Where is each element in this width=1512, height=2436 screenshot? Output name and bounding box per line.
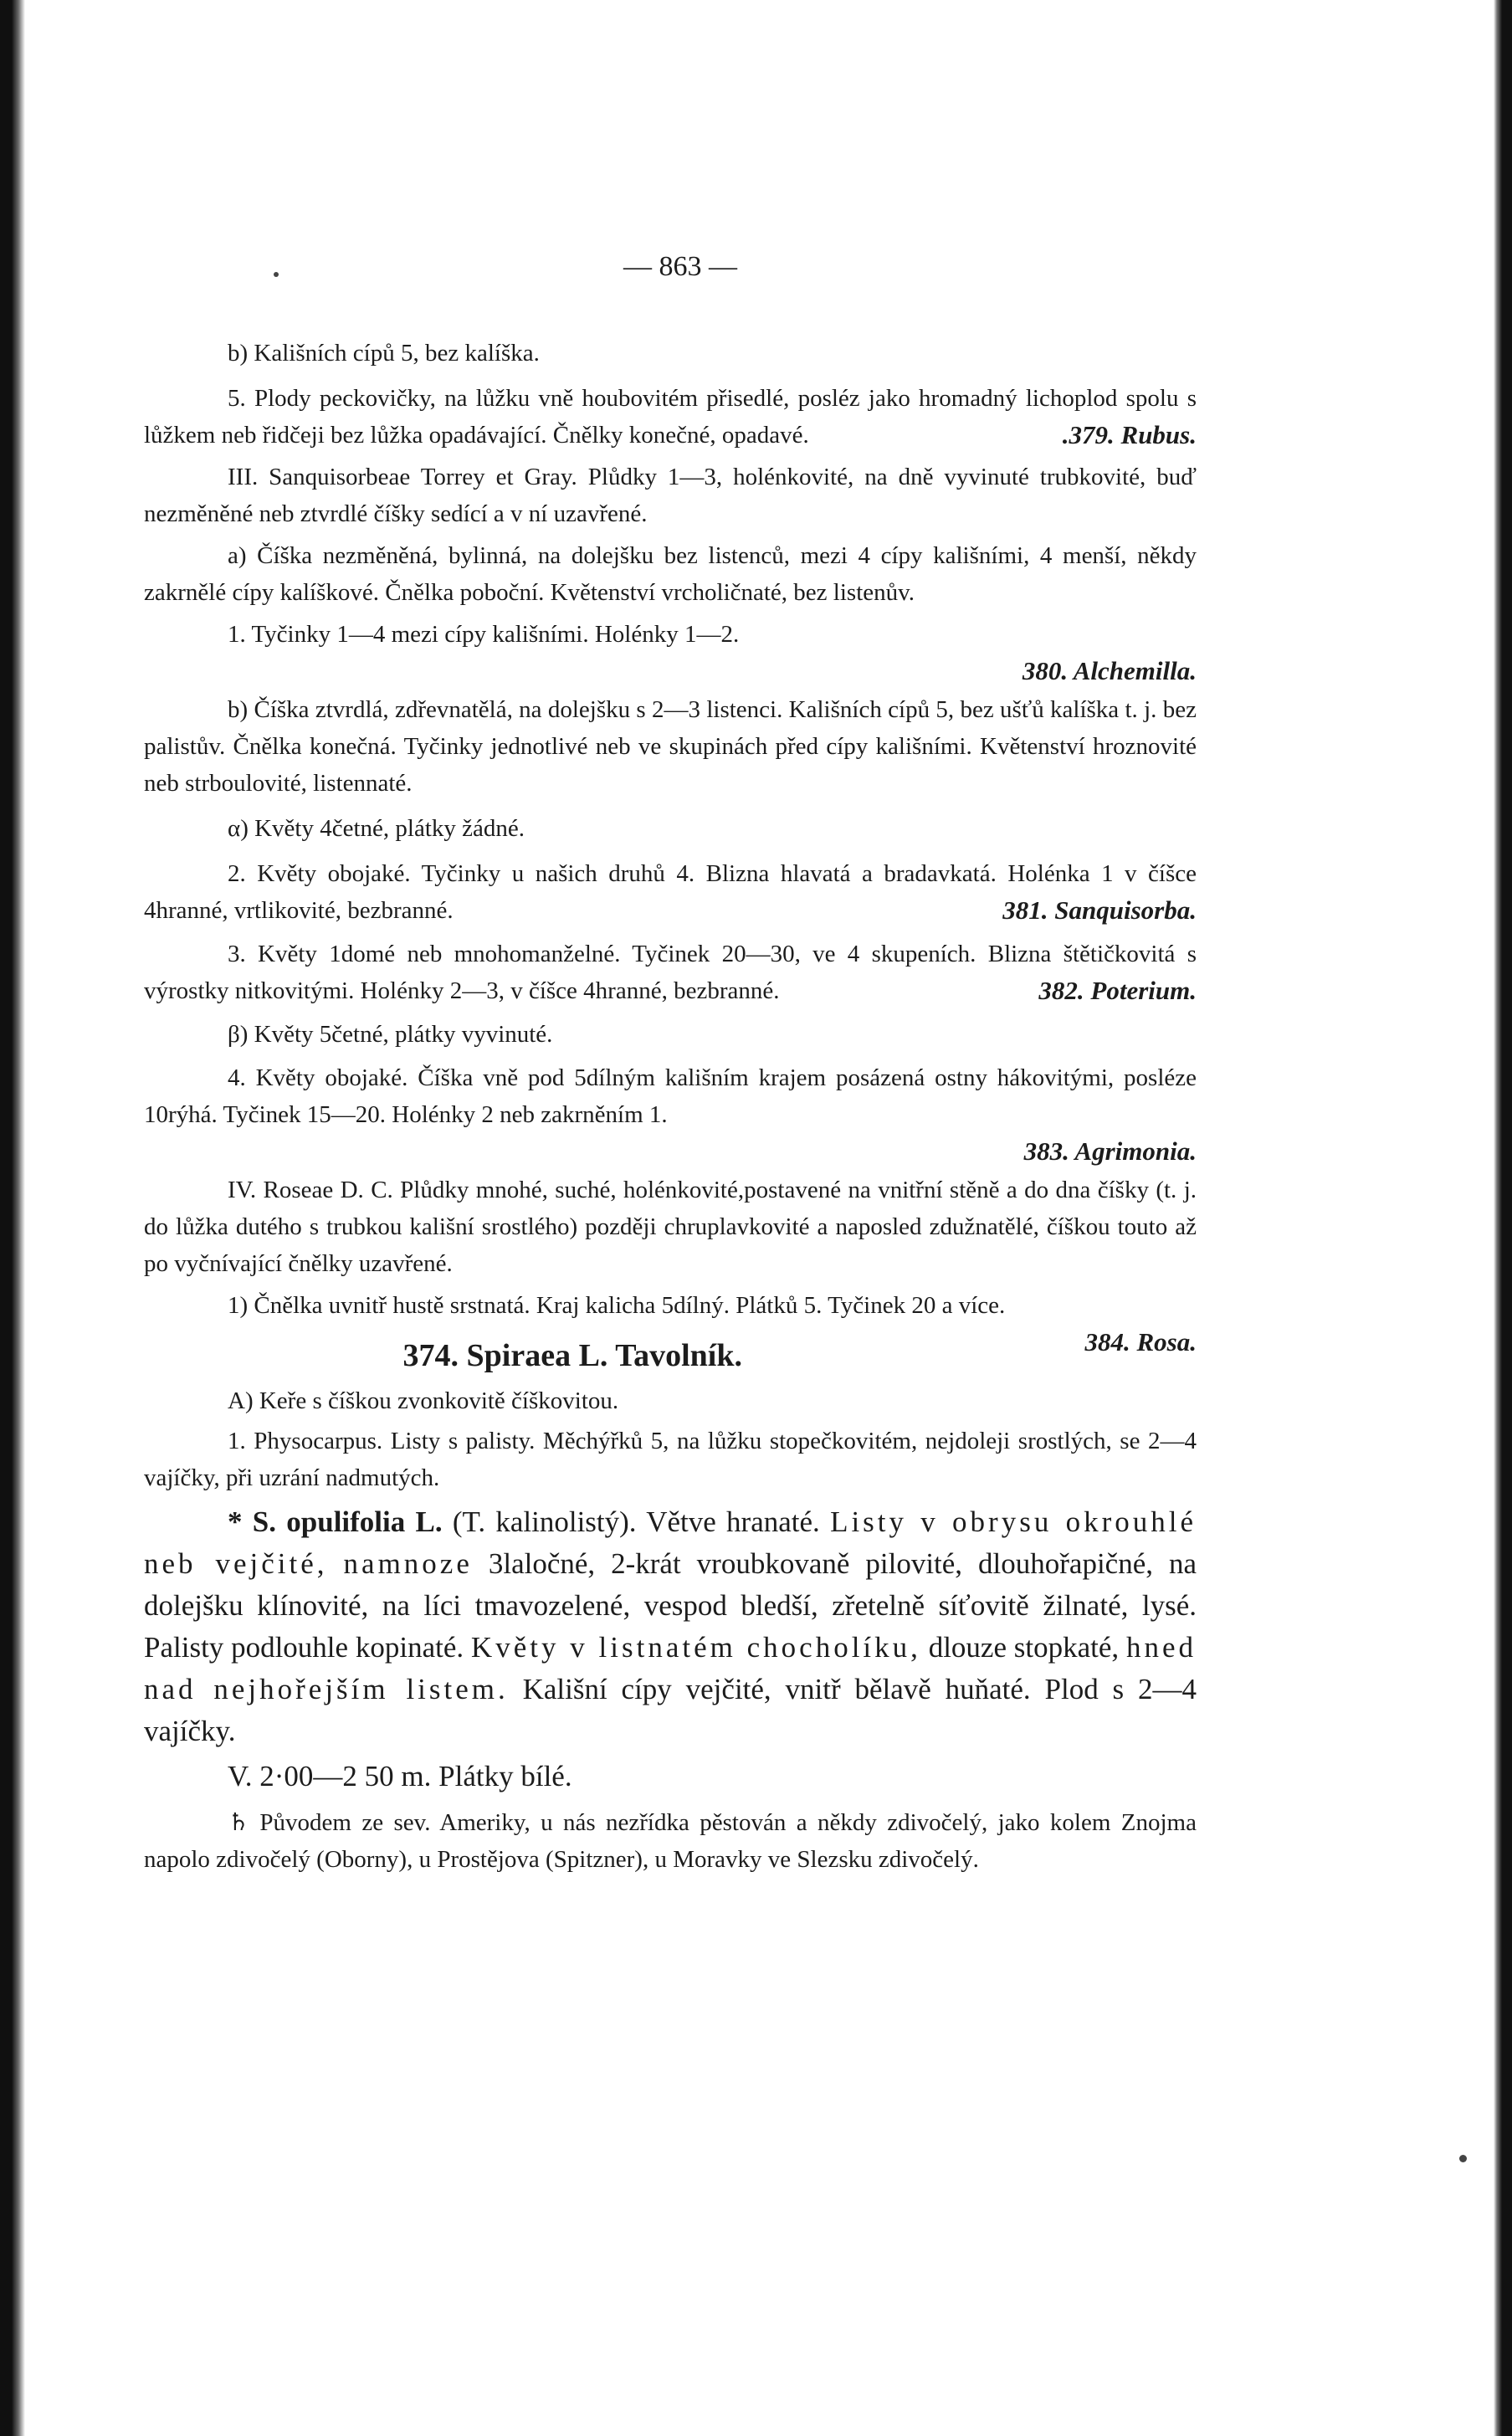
scan-speck xyxy=(1459,2155,1467,2162)
genus-383-agrimonia: 383. Agrimonia. xyxy=(1023,1136,1197,1166)
key-item-2-text: 2. Květy obojaké. Tyčinky u našich druhů 4. Blizna hlavatá a bradavkatá. Holénka 1 v číšce 4hranné, vrtlikovité, bezbranné. xyxy=(144,860,1197,924)
key-item-beta: β) Květy 5četné, plátky vyvinuté. xyxy=(228,1021,553,1048)
species-text-7: hned nad nejhořejším listem. xyxy=(144,1631,1197,1705)
genus-382-poterium: 382. Poterium. xyxy=(1038,976,1197,1005)
key-item-physocarpus: 1. Physocarpus. Listy s palisty. Měchýřků 5, na lůžku stopečkovitém, nejdoleji srostlých, se 2—4 vajíčky, při uzrání nadmutých. xyxy=(144,1428,1197,1491)
page-number: — 863 — xyxy=(623,251,737,282)
key-item-5-text: 5. Plody peckovičky, na lůžku vně houbovitém přisedlé, posléz jako hromadný lichoplod spolu s lůžkem neb řidčeji bez lůžka opadávající. Čnělky konečné, opadavé. xyxy=(144,385,1197,449)
species-text-2: Listy v obrysu okrouhlé neb vejčité, xyxy=(144,1505,1197,1580)
key-item-b-ciska: b) Číška ztvrdlá, zdřevnatělá, na dolejšku s 2—3 listenci. Kališních cípů 5, bez ušťů kalíška t. j. bez palistův. Čnělka konečná. Tyčinky jednotlivé neb ve skupinách před cípy kališními. Květenství hroznovité neb strboulovité, listennaté. xyxy=(144,696,1197,797)
genus-379-rubus: .379. Rubus. xyxy=(1062,420,1197,449)
species-origin: ♄ Původem ze sev. Ameriky, u nás nezřídka pěstován a někdy zdivočelý, jako kolem Znojma napolo zdivočelý (Oborny), u Prostějova (Spitzner), u Moravky ve Slezsku zdivočelý. xyxy=(144,1809,1197,1873)
key-item-5 xyxy=(144,380,1197,454)
key-item-a-ciska: a) Číška nezměněná, bylinná, na dolejšku bez listenců, mezi 4 cípy kališními, 4 menší, někdy zakrnělé cípy kalíškové. Čnělka poboční. Květenství vrcholičnaté, bez listenův. xyxy=(144,542,1197,606)
page-body xyxy=(144,243,1197,1878)
species-text-4: 3laločné, 2-krát vroubkovaně pilovité, dlouhořapičné, na dolejšku klínovité, na líci tmavozelené, vespod bledší, zřetelně síťovitě žilnaté, lysé. Palisty podlouhle kopinaté. xyxy=(144,1547,1197,1664)
text-kalisnich-cipy: b) Kališních cípů 5, bez kalíška. xyxy=(228,340,540,367)
species-common-name: (T. kalinolistý). xyxy=(452,1505,637,1538)
key-item-4: 4. Květy obojaké. Číška vně pod 5dílným kališním krajem posázená ostny hákovitými, posléze 10rýhá. Tyčinek 15—20. Holénky 2 neb zakrněním 1. xyxy=(144,1064,1197,1128)
scan-edge-left xyxy=(0,0,25,2436)
species-text-6: dlouze stopkaté, xyxy=(928,1631,1120,1664)
key-item-3 xyxy=(144,936,1197,1009)
group-a: A) Keře s číškou zvonkovitě číškovitou. xyxy=(228,1387,619,1414)
genus-380-alchemilla: 380. Alchemilla. xyxy=(1022,656,1197,685)
subfamily-iv: IV. Roseae D. C. Plůdky mnohé, suché, holénkovité,postavené na vnitřní stěně a do dna číšky (t. j. do lůžka dutého s trubkou kališní srostlého) později chruplavkovité a naposled zdužnatělé, číškou touto až po vyčnívající čnělky uzavřené. xyxy=(144,1177,1197,1277)
subfamily-iii: III. Sanquisorbeae Torrey et Gray. Plůdky 1—3, holénkovité, na dně vyvinuté trubkovité, buď nezměněné neb ztvrdlé číšky sedící a v ní uzavřené. xyxy=(144,464,1197,527)
species-name: * S. opulifolia L. xyxy=(228,1505,443,1538)
key-item-alpha: α) Květy 4četné, plátky žádné. xyxy=(228,815,525,842)
species-text-1: Větve hranaté. xyxy=(646,1505,820,1538)
species-text-3: namnoze xyxy=(343,1547,473,1580)
key-item-2 xyxy=(144,855,1197,929)
species-text-5: Květy v listnatém chocholíku, xyxy=(470,1631,921,1664)
species-text-8: Kališní cípy vejčité, vnitř bělavě huňaté. Plod s 2—4 vajíčky. xyxy=(144,1673,1197,1747)
species-size: V. 2·00—2 50 m. Plátky bílé. xyxy=(228,1760,572,1792)
key-item-1-rosa-text: 1) Čnělka uvnitř hustě srstnatá. Kraj kalicha 5dílný. Plátků 5. Tyčinek 20 a více. xyxy=(228,1292,1006,1319)
key-item-1: 1. Tyčinky 1—4 mezi cípy kališními. Holénky 1—2. xyxy=(228,621,740,648)
key-item-3-text: 3. Květy 1domé neb mnohomanželné. Tyčinek 20—30, ve 4 skupeních. Blizna štětičkovitá s výrostky nitkovitými. Holénky 2—3, v číšce 4hranné, bezbranné. xyxy=(144,941,1197,1004)
genus-384-rosa: 384. Rosa. xyxy=(1084,1327,1197,1356)
genus-381-sanquisorba: 381. Sanquisorba. xyxy=(1002,895,1197,925)
scan-edge-right xyxy=(1494,0,1512,2436)
section-heading: 374. Spiraea L. Tavolník. xyxy=(402,1338,742,1373)
species-description xyxy=(144,1501,1197,1752)
